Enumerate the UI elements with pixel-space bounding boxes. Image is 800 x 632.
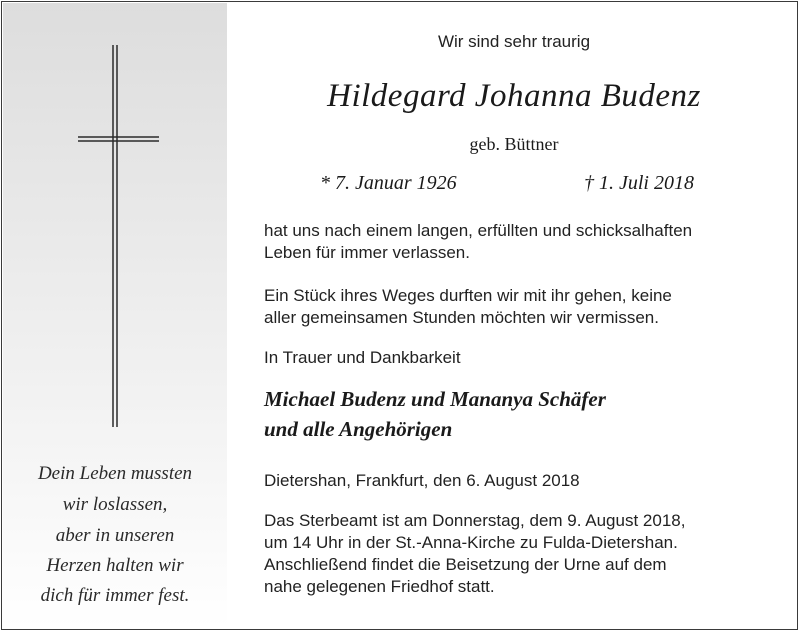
quote-line: Herzen halten wir	[46, 555, 184, 576]
mourner-line: Michael Budenz und Mananya Schäfer	[264, 387, 606, 411]
text-line: hat uns nach einem langen, erfüllten und schicksalhaften	[264, 221, 693, 240]
text-line: Anschließend findet die Beisetzung der Urne auf dem	[264, 555, 667, 574]
mourner-line: und alle Angehörigen	[264, 417, 453, 441]
place-date	[264, 470, 580, 492]
mourners	[264, 384, 606, 444]
quote-line: aber in unseren	[55, 525, 175, 546]
quote-line: wir loslassen,	[62, 494, 168, 515]
birth-date: * 7. Januar 1926	[320, 172, 457, 194]
death-date: † 1. Juli 2018	[584, 172, 694, 194]
text-line: um 14 Uhr in der St.-Anna-Kirche zu Fulda-Dietershan.	[264, 533, 678, 552]
funeral-info	[264, 510, 685, 598]
maiden-name: geb. Büttner	[469, 134, 559, 154]
text-line: Das Sterbeamt ist am Donnerstag, dem 9. August 2018,	[264, 511, 686, 530]
text-line: Leben für immer verlassen.	[264, 243, 470, 262]
paragraph-2	[264, 285, 672, 329]
mourning-line	[264, 347, 461, 369]
sidebar-panel	[3, 3, 227, 629]
deceased-name: Hildegard Johanna Budenz	[327, 78, 701, 114]
paragraph-1	[264, 220, 692, 264]
quote-line: Dein Leben mussten	[37, 463, 193, 484]
text-line: nahe gelegenen Friedhof statt.	[264, 577, 495, 596]
text-line: Ein Stück ihres Weges durften wir mit ihr gehen, keine	[264, 286, 672, 305]
text-line: aller gemeinsamen Stunden möchten wir vermissen.	[264, 308, 659, 327]
notice-content	[228, 0, 800, 632]
text-line: In Trauer und Dankbarkeit	[264, 348, 461, 367]
quote-line: dich für immer fest.	[40, 585, 190, 606]
intro-text: Wir sind sehr traurig	[437, 32, 591, 51]
text-line: Dietershan, Frankfurt, den 6. August 2018	[264, 471, 580, 490]
